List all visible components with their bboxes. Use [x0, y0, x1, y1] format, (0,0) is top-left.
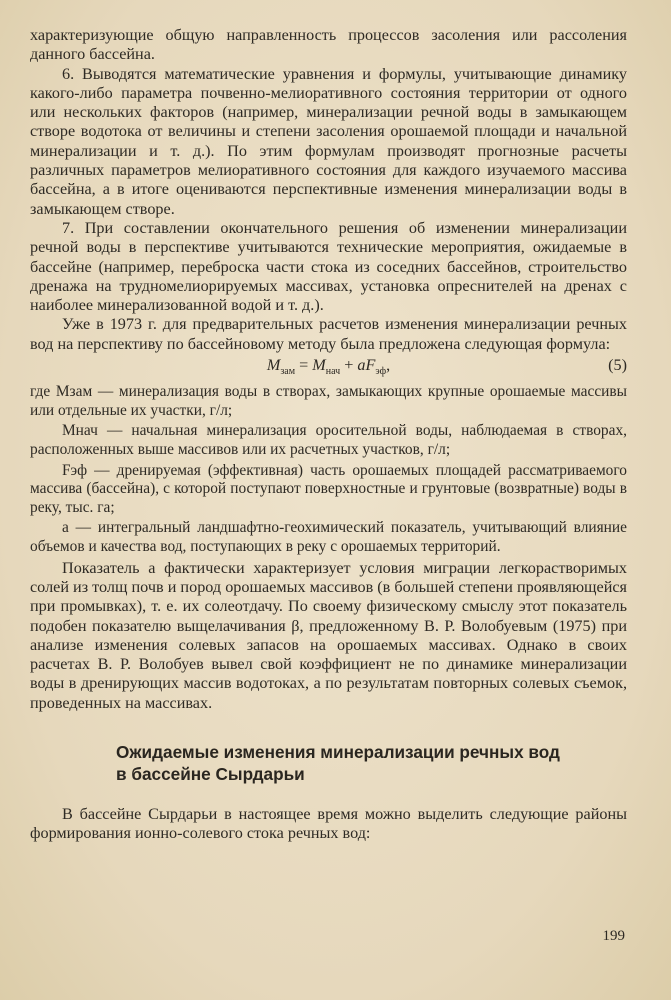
formula-definitions: [30, 383, 627, 556]
definition-m-nach: Mнач — начальная минерализация оросительной воды, наблюдаемая в створах, расположенных выше массивов или их расчетных участков, г/л;: [30, 422, 627, 459]
definition-m-zam: где Mзам — минерализация воды в створах, замыкающих крупные орошаемые массивы или отдельные их участки, г/л;: [30, 383, 627, 419]
page-number: 199: [602, 928, 625, 944]
paragraph-formula-intro: Уже в 1973 г. для предварительных расчетов изменения минерализации речных вод на перспективу по бассейновому методу была предложена следующая формула:: [30, 315, 627, 353]
definition-a: a — интегральный ландшафтно-геохимический показатель, учитывающий влияние объемов и качества вод, поступающих в реку с орошаемых территорий.: [30, 519, 627, 556]
formula-expression: $M_{зам} = M_{нач} + aF_{эф}$,: [266, 356, 391, 378]
formula-5: [30, 355, 627, 382]
paragraph-item-6: 6. Выводятся математические уравнения и формулы, учитывающие динамику какого-либо параметра почвенно-мелиоративного состояния территории от одного или нескольких факторов (например, минерализации речной воды в замыкающем створе водотока от величины и степени засоления орошаемой площади и начальной минерализации и т. д.). По этим формулам производят прогнозные расчеты различных параметров мелиоративного состояния для каждого изучаемого массива бассейна, а в итоге оцениваются перспективные изменения минерализации воды в замыкающем створе.: [30, 64, 627, 218]
paragraph-syrdarya: В бассейне Сырдарьи в настоящее время можно выделить следующие районы формирования ионно-солевого стока речных вод:: [30, 805, 627, 843]
paragraph-indicator: Показатель a фактически характеризует условия миграции легкорастворимых солей из толщ почв и пород орошаемых массивов (в большей степени проявляющейся при промывках), т. е. их солеотдачу. По своему физическому смыслу этот показатель подобен показателю выщелачивания β, предложенному В. Р. Волобуевым (1975) при анализе изменения солевых запасов на орошаемых массивах. Однако в своих расчетах В. Р. Волобуев вывел свой коэффициент не по динамике минерализации воды в дренирующих массив водотоках, а по результатам повторных солевых съемок, проведенных на массивах.: [30, 558, 627, 712]
section-heading-line-1: Ожидаемые изменения минерализации речных вод: [116, 742, 560, 762]
definition-f-ef: Fэф — дренируемая (эффективная) часть орошаемых площадей рассматриваемого массива (бассейна), с которой поступают поверхностные и грунтовые (возвратные) воды в реку, тыс. га;: [30, 461, 627, 516]
formula-number: (5): [608, 356, 627, 375]
paragraph-item-7: 7. При составлении окончательного решения об изменении минерализации речной воды в перспективе учитываются технические мероприятия, ожидаемые в бассейне (например, переброска части стока из соседних бассейнов, строительство дренажа на трудномелиорируемых массивах, установка опреснителей на дренах с наиболее минерализованной водой и т. д.).: [30, 218, 627, 315]
paragraph-continuation: характеризующие общую направленность процессов засоления или рассоления данного бассейна.: [30, 26, 627, 64]
section-heading: [30, 741, 627, 785]
section-heading-line-2: в бассейне Сырдарьи: [116, 764, 305, 784]
